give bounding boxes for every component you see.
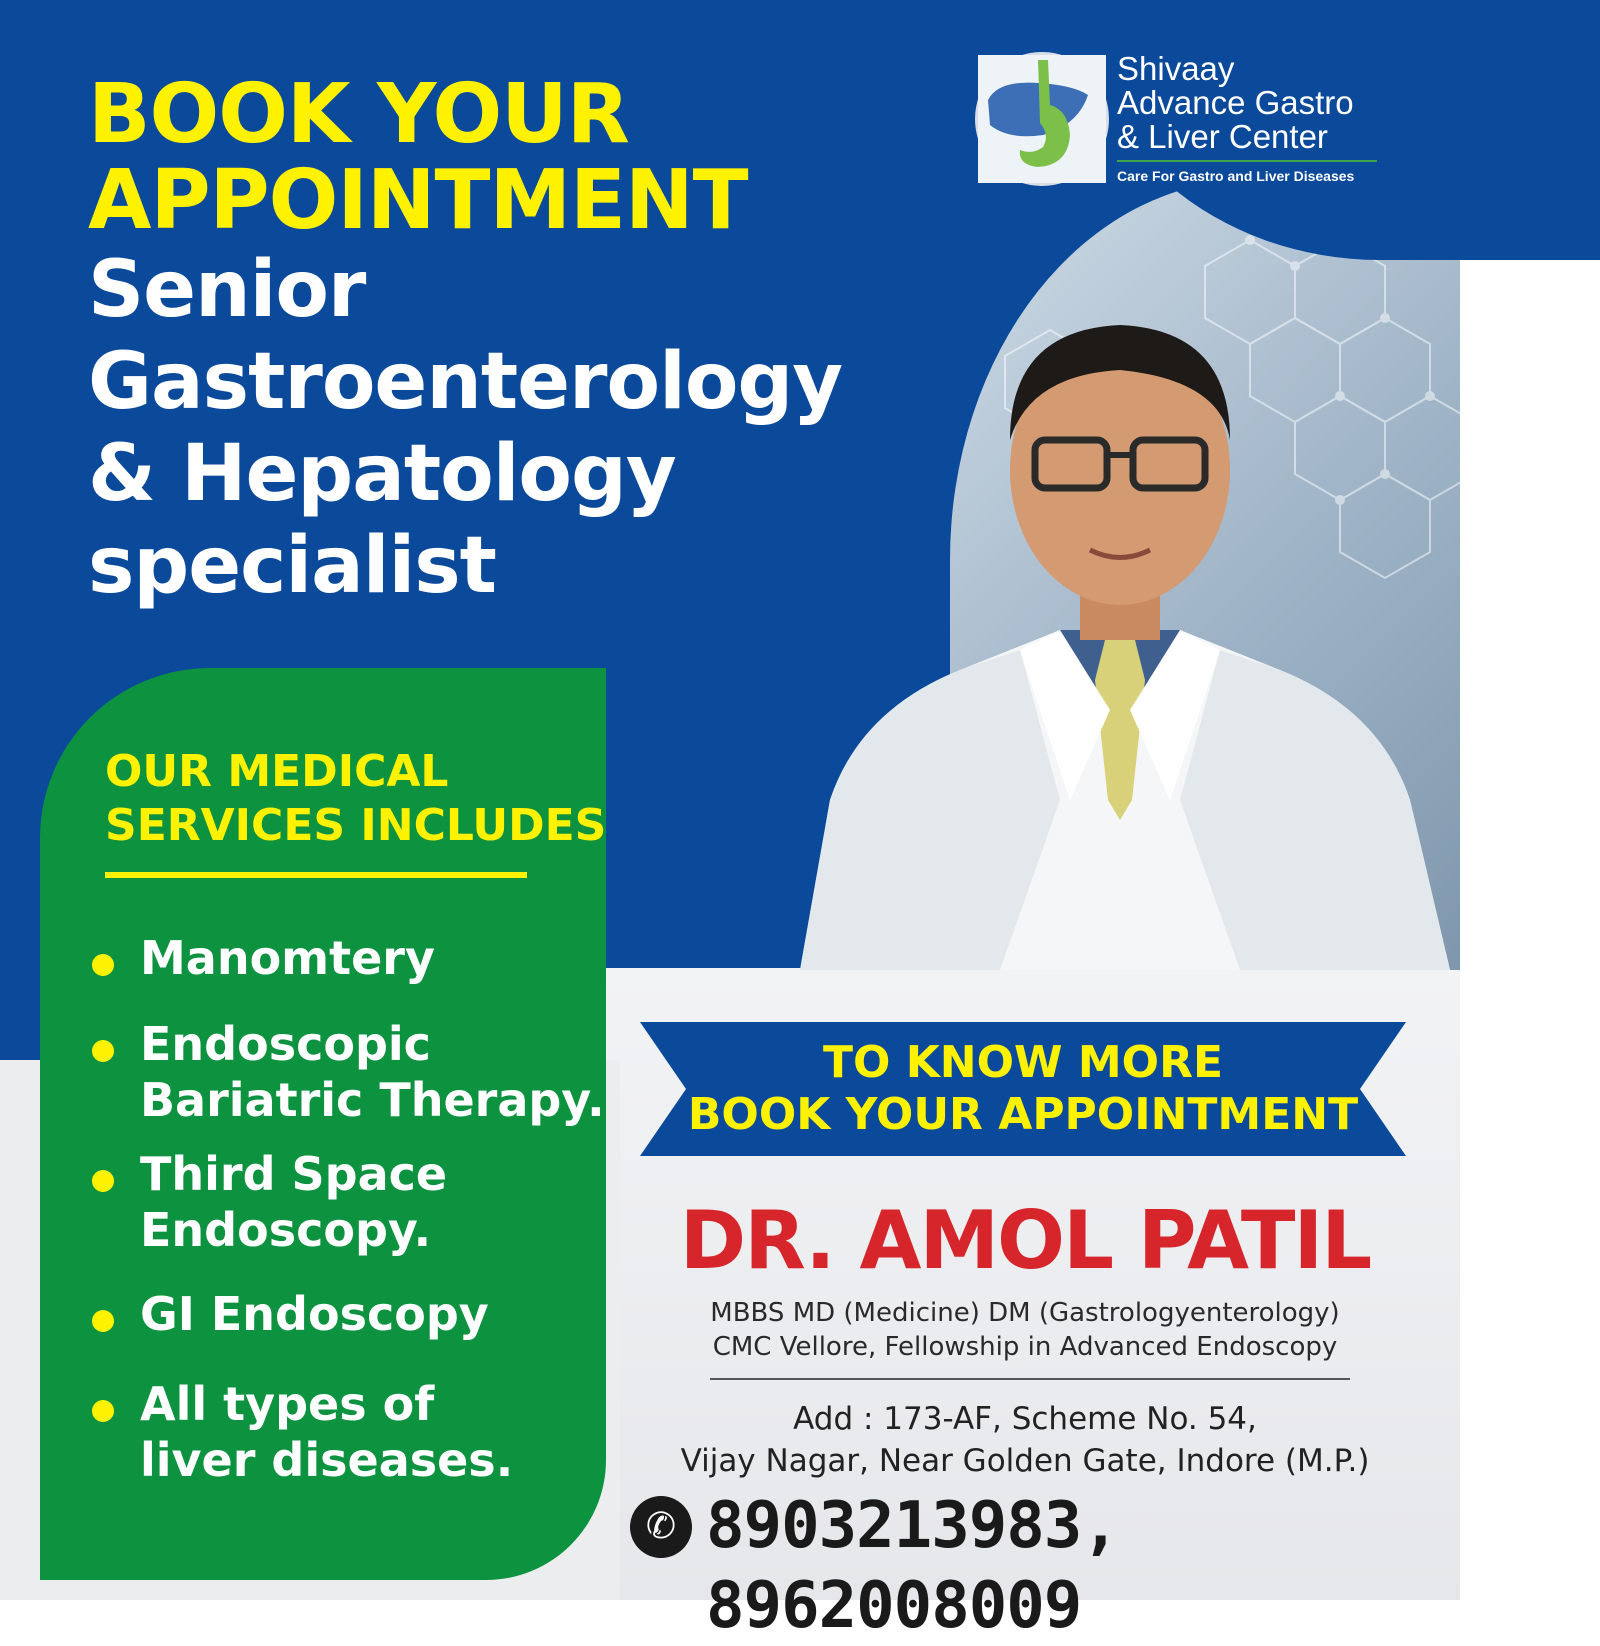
address-line-2: Vijay Nagar, Near Golden Gate, Indore (M.P.) bbox=[680, 1443, 1370, 1479]
logo-text bbox=[1117, 52, 1377, 185]
clinic-logo bbox=[975, 52, 1445, 202]
clinic-address bbox=[635, 1398, 1415, 1482]
cta-line-1: TO KNOW MORE bbox=[822, 1037, 1224, 1088]
service-item bbox=[92, 930, 605, 986]
headline-line-6: specialist bbox=[88, 521, 496, 611]
headline bbox=[88, 67, 843, 612]
service-item-text: All types of bbox=[140, 1377, 435, 1431]
liver-stomach-icon bbox=[975, 52, 1109, 186]
cta-text bbox=[640, 1037, 1406, 1141]
services-title-line-2: SERVICES INCLUDES bbox=[105, 800, 607, 851]
headline-line-3: Senior bbox=[88, 245, 366, 335]
bullet-icon bbox=[92, 1310, 114, 1332]
qualifications-divider bbox=[710, 1378, 1350, 1380]
headline-line-2: APPOINTMENT bbox=[88, 153, 748, 248]
doctor-name: DR. AMOL PATIL bbox=[679, 1194, 1371, 1287]
logo-divider bbox=[1117, 160, 1377, 162]
bullet-icon bbox=[92, 1170, 114, 1192]
service-item-text: Bariatric Therapy. bbox=[140, 1073, 605, 1127]
cta-ribbon bbox=[640, 1022, 1406, 1156]
bullet-icon bbox=[92, 1040, 114, 1062]
service-item bbox=[92, 1146, 605, 1258]
service-item-text: Manomtery bbox=[140, 931, 435, 985]
services-divider bbox=[105, 872, 527, 878]
logo-tagline: Care For Gastro and Liver Diseases bbox=[1117, 168, 1355, 184]
qualification-line-2: CMC Vellore, Fellowship in Advanced Endoscopy bbox=[712, 1332, 1338, 1362]
doctor-photo bbox=[760, 240, 1460, 970]
services-list bbox=[92, 930, 605, 1488]
phone-icon: ✆ bbox=[630, 1496, 692, 1558]
service-item-text: Third Space bbox=[140, 1147, 448, 1201]
phone-numbers[interactable]: 8903213983, 8962008009 bbox=[706, 1489, 1119, 1643]
service-item bbox=[92, 1376, 605, 1488]
logo-line-1: Shivaay bbox=[1117, 50, 1235, 87]
headline-line-5: & Hepatology bbox=[88, 429, 676, 519]
headline-line-4: Gastroenterology bbox=[88, 337, 843, 427]
services-title-line-1: OUR MEDICAL bbox=[105, 746, 449, 797]
bullet-icon bbox=[92, 1400, 114, 1422]
logo-line-2: Advance Gastro bbox=[1117, 84, 1354, 121]
service-item-text: GI Endoscopy bbox=[140, 1287, 489, 1341]
logo-line-3: & Liver Center bbox=[1117, 118, 1328, 155]
service-item-text: Endoscopy. bbox=[140, 1203, 432, 1257]
headline-line-1: BOOK YOUR bbox=[88, 67, 629, 162]
doctor-qualifications bbox=[635, 1296, 1415, 1364]
qualification-line-1: MBBS MD (Medicine) DM (Gastrologyenterology) bbox=[710, 1298, 1340, 1328]
cta-line-2: BOOK YOUR APPOINTMENT bbox=[687, 1089, 1359, 1140]
service-item-text: liver diseases. bbox=[140, 1433, 514, 1487]
service-item bbox=[92, 1016, 605, 1128]
phone-contact[interactable] bbox=[630, 1486, 1430, 1643]
service-item bbox=[92, 1286, 605, 1342]
bullet-icon bbox=[92, 954, 114, 976]
address-line-1: Add : 173-AF, Scheme No. 54, bbox=[793, 1401, 1257, 1437]
service-item-text: Endoscopic bbox=[140, 1017, 431, 1071]
services-title bbox=[105, 745, 606, 853]
